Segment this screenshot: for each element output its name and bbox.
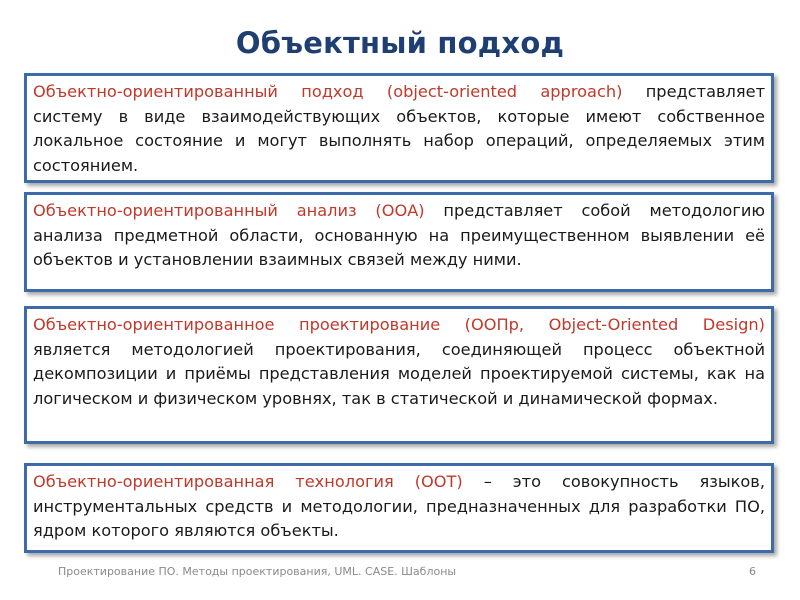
definition-oo-design: является методологией проектирования, соединяющей процесс объектной декомпозиции и приёмы представления моделей проектируемой системы, как на логическом и физическом уровнях, так в статической и динамической формах.: [33, 339, 765, 408]
definition-box-oo-technology: [24, 463, 774, 553]
definition-oo-approach: представляет систему в виде взаимодействующих объектов, которые имеют собственное локальное состояние и могут выполнять набор операций, определяемых этим состоянием.: [33, 82, 765, 175]
footer-text: Проектирование ПО. Методы проектирования, UML. CASE. Шаблоны: [58, 565, 457, 578]
definition-oo-analysis: представляет собой методологию анализа предметной области, основанную на преимущественном выявлении её объектов и установлении взаимных связей между ними.: [33, 201, 765, 269]
term-oo-technology: Объектно-ориентированная технология (ООТ): [33, 472, 463, 491]
definition-box-oo-approach: [24, 73, 774, 183]
definition-box-oo-analysis: [24, 192, 774, 292]
term-oo-approach: Объектно-ориентированный подход (object-oriented approach): [33, 82, 623, 101]
term-oo-analysis: Объектно-ориентированный анализ (ООА): [33, 201, 425, 220]
page-number: 6: [749, 565, 756, 578]
definition-box-oo-design: [24, 306, 774, 444]
term-oo-design: Объектно-ориентированное проектирование (ООПр, Object-Oriented Design): [33, 315, 765, 334]
slide-title: Объектный подход: [235, 26, 565, 60]
definition-oo-technology: – это совокупность языков, инструментальных средств и методологии, предназначенных для разработки ПО, ядром которого являются объекты.: [33, 472, 765, 540]
